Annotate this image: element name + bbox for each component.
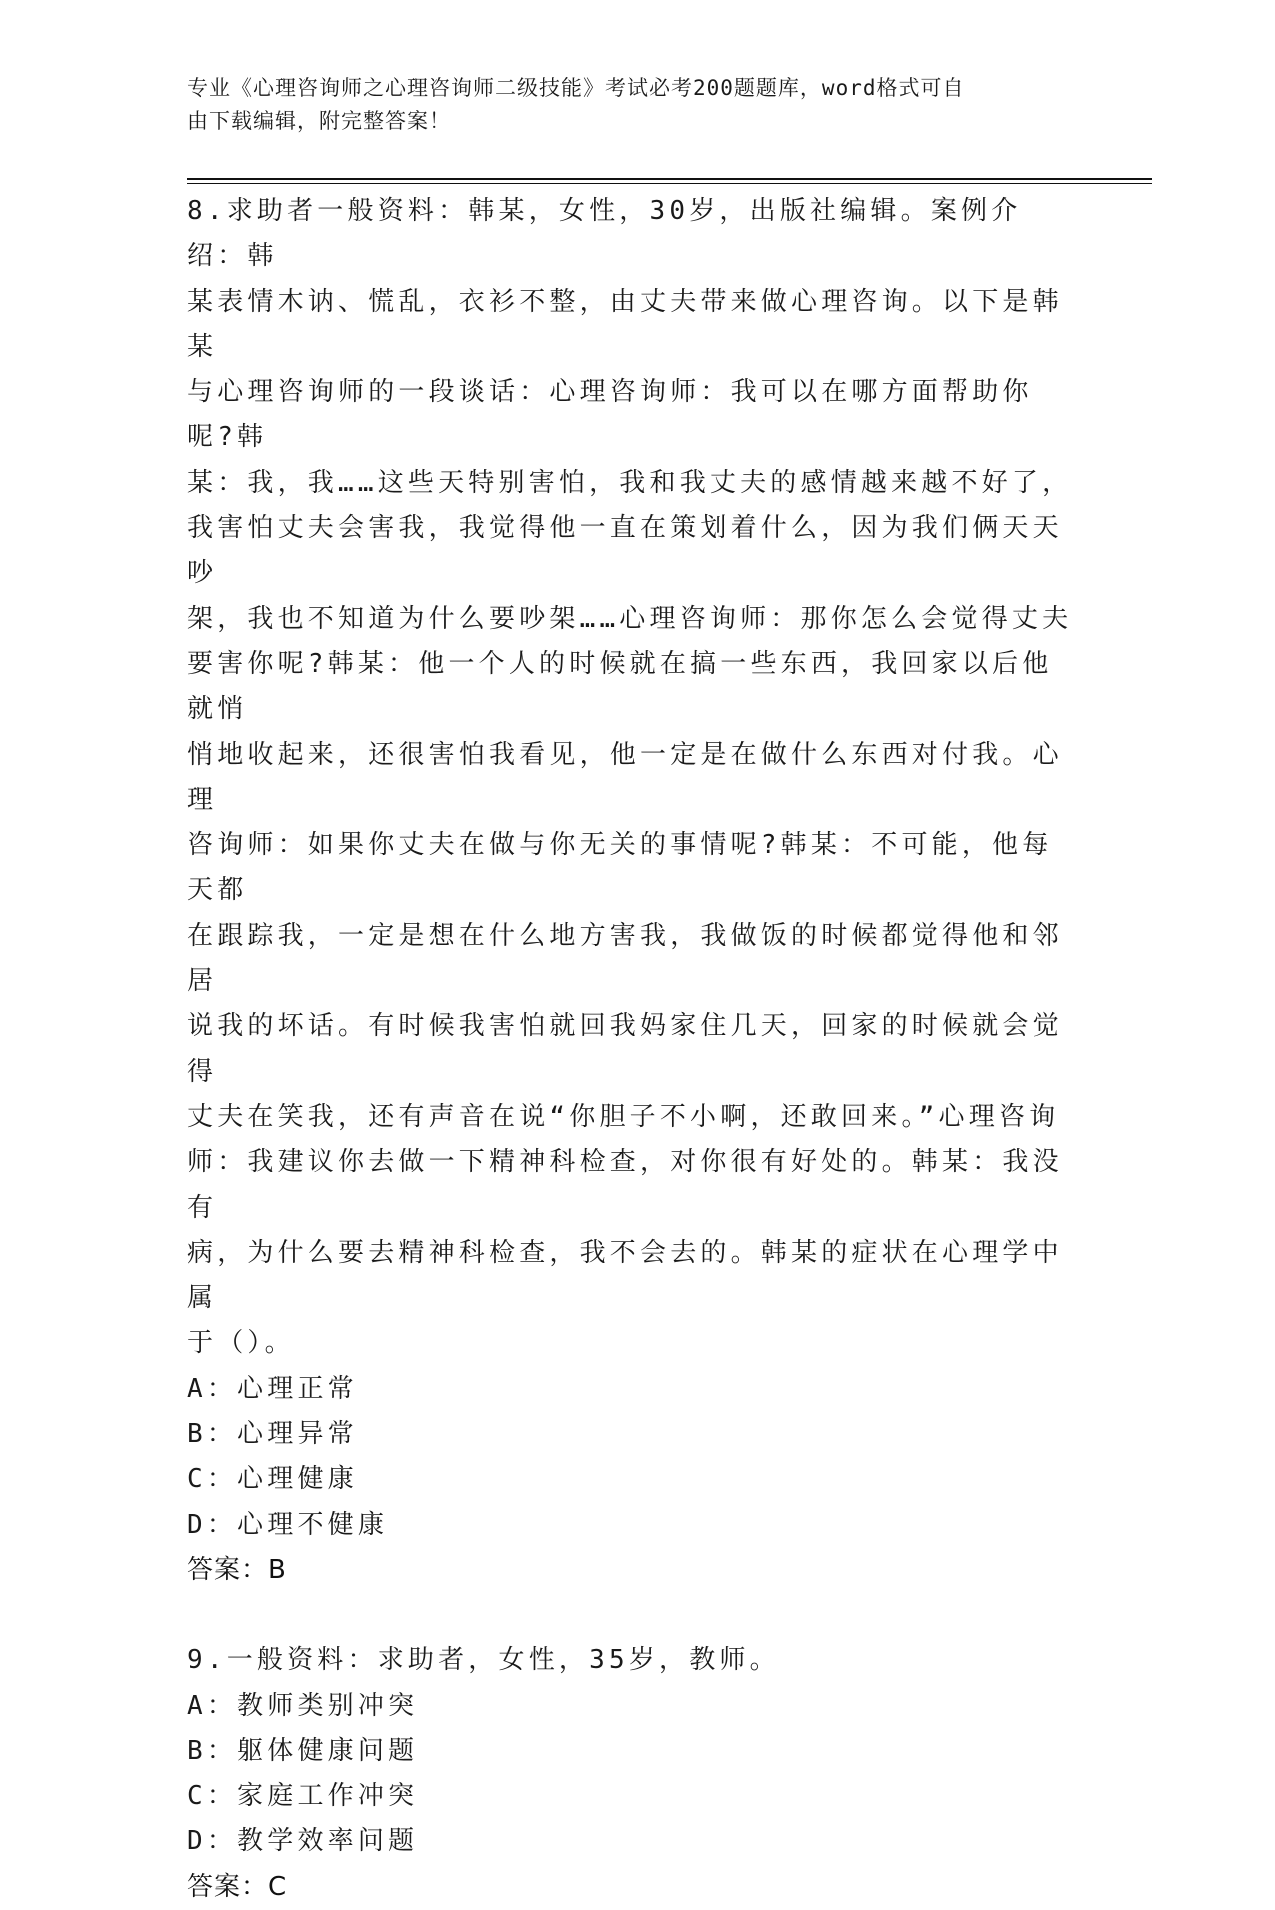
stem-line: 在跟踪我，一定是想在什么地方害我，我做饭的时候都觉得他和邻居 — [187, 920, 1063, 997]
option-d: D：教学效率问题 — [187, 1826, 419, 1857]
stem-line: 于（）。 — [187, 1328, 295, 1359]
option-a: A：教师类别冲突 — [187, 1690, 419, 1721]
stem-line: 9.一般资料：求助者，女性，35岁，教师。 — [187, 1645, 780, 1676]
stem-line: 要害你呢?韩某：他一个人的时候就在搞一些东西，我回家以后他就悄 — [187, 648, 1053, 725]
answer-line: 答案：B — [187, 1554, 287, 1585]
header-line: 专业《心理咨询师之心理咨询师二级技能》考试必考200题题库，word格式可自 — [187, 76, 965, 100]
question-list — [187, 189, 1077, 1910]
stem-line: 悄地收起来，还很害怕我看见，他一定是在做什么东西对付我。心理 — [187, 739, 1063, 815]
stem-line: 8.求助者一般资料：韩某，女性，30岁，出版社编辑。案例介绍：韩 — [187, 196, 1022, 272]
question-stem — [187, 189, 1077, 1367]
stem-line: 丈夫在笑我，还有声音在说“你胆子不小啊，还敢回来。”心理咨询 — [187, 1101, 1060, 1132]
question-block — [187, 1638, 1077, 1910]
stem-line: 某表情木讷、慌乱，衣衫不整，由丈夫带来做心理咨询。以下是韩某 — [187, 286, 1063, 362]
stem-line: 病，为什么要去精神科检查，我不会去的。韩某的症状在心理学中属 — [187, 1237, 1063, 1314]
option-d: D：心理不健康 — [187, 1509, 389, 1540]
header-divider-thin — [187, 183, 1152, 184]
answer-line: 答案：C — [187, 1871, 288, 1902]
question-block — [187, 189, 1077, 1593]
header-divider-thick — [187, 178, 1152, 180]
option-b: B：心理异常 — [187, 1419, 358, 1450]
stem-line: 咨询师：如果你丈夫在做与你无关的事情呢?韩某：不可能，他每天都 — [187, 830, 1053, 906]
stem-line: 架，我也不知道为什么要吵架……心理咨询师：那你怎么会觉得丈夫 — [187, 603, 1073, 634]
stem-line: 师：我建议你去做一下精神科检查，对你很有好处的。韩某：我没有 — [187, 1147, 1063, 1223]
stem-line: 说我的坏话。有时候我害怕就回我妈家住几天，回家的时候就会觉得 — [187, 1011, 1063, 1087]
header-line: 由下载编辑，附完整答案！ — [187, 109, 451, 133]
question-spacer — [187, 1593, 1077, 1638]
option-c: C：心理健康 — [187, 1464, 358, 1495]
option-a: A：心理正常 — [187, 1373, 358, 1404]
option-c: C：家庭工作冲突 — [187, 1781, 419, 1812]
question-stem — [187, 1638, 1077, 1683]
option-b: B：躯体健康问题 — [187, 1735, 419, 1766]
stem-line: 与心理咨询师的一段谈话：心理咨询师：我可以在哪方面帮助你呢?韩 — [187, 377, 1033, 453]
document-header — [187, 72, 1067, 138]
stem-line: 某：我，我……这些天特别害怕，我和我丈夫的感情越来越不好了， — [187, 467, 1073, 498]
stem-line: 我害怕丈夫会害我，我觉得他一直在策划着什么，因为我们俩天天吵 — [187, 513, 1063, 589]
